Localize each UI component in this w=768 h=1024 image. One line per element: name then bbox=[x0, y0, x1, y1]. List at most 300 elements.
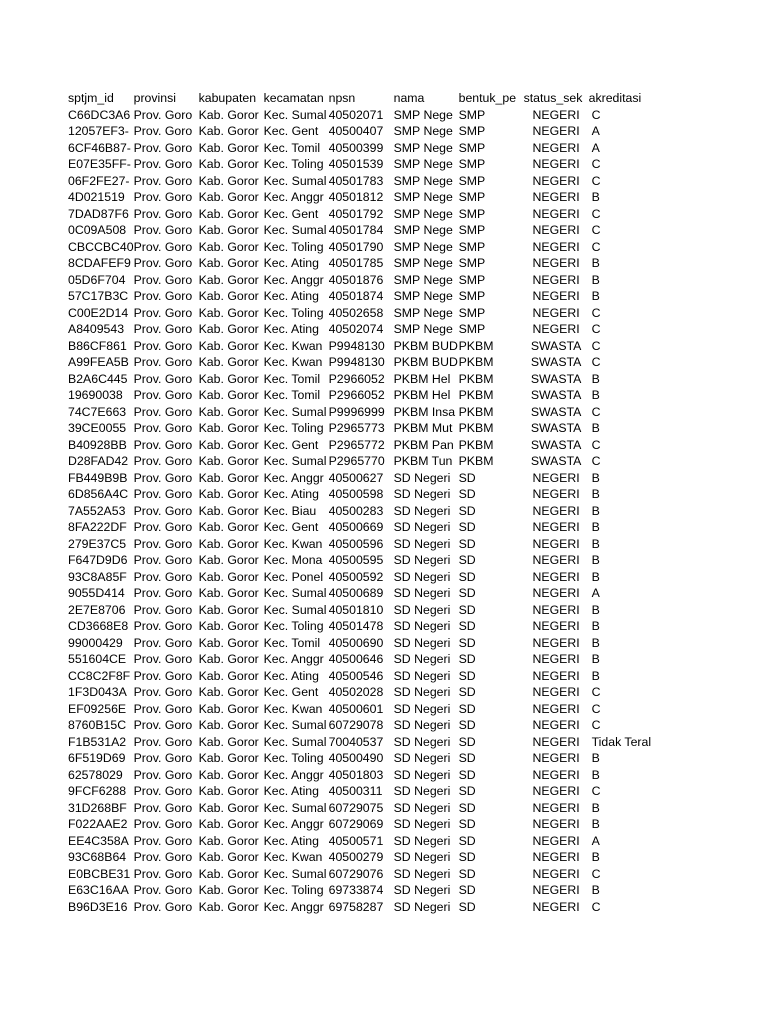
cell-kecamatan: Kec. Anggr bbox=[263, 767, 324, 782]
cell-akreditasi: C bbox=[591, 454, 601, 468]
table-row bbox=[68, 140, 657, 157]
cell-provinsi: Prov. Goro bbox=[133, 157, 193, 171]
cell-kabupaten: Kab. Goror bbox=[198, 206, 259, 221]
cell-akreditasi: B bbox=[591, 487, 600, 501]
column-header-kecamatan: kecamatan bbox=[263, 91, 324, 105]
cell-nama: SD Negeri bbox=[393, 850, 451, 864]
cell-status-sekolah: NEGERI bbox=[532, 190, 580, 204]
cell-sptjm-id: 74C7E663 bbox=[68, 404, 127, 419]
table-row bbox=[68, 569, 657, 586]
cell-kecamatan: Kec. Ating bbox=[263, 322, 319, 336]
table-row bbox=[68, 354, 657, 371]
cell-npsn: 40500596 bbox=[328, 536, 384, 551]
cell-npsn: 40500283 bbox=[328, 503, 384, 518]
table-row bbox=[68, 206, 657, 223]
cell-bentuk-pendidikan: SD bbox=[458, 569, 476, 584]
cell-status-sekolah: NEGERI bbox=[532, 800, 580, 815]
cell-provinsi: Prov. Goro bbox=[133, 718, 193, 732]
cell-provinsi: Prov. Goro bbox=[133, 107, 193, 122]
cell-bentuk-pendidikan: SMP bbox=[458, 256, 486, 270]
cell-sptjm-id: 93C68B64 bbox=[68, 850, 127, 864]
cell-kecamatan: Kec. Ating bbox=[263, 487, 319, 501]
cell-sptjm-id: 1F3D043A bbox=[68, 685, 127, 699]
cell-nama: SD Negeri bbox=[393, 833, 451, 848]
cell-akreditasi: A bbox=[591, 140, 600, 155]
cell-provinsi: Prov. Goro bbox=[133, 454, 193, 468]
table-row bbox=[68, 536, 657, 553]
cell-kecamatan: Kec. Ating bbox=[263, 668, 319, 683]
cell-npsn: 40500601 bbox=[328, 701, 384, 716]
cell-sptjm-id: F022AAE2 bbox=[68, 817, 128, 831]
cell-status-sekolah: NEGERI bbox=[532, 586, 580, 600]
cell-provinsi: Prov. Goro bbox=[133, 685, 193, 699]
cell-status-sekolah: NEGERI bbox=[532, 223, 580, 237]
cell-akreditasi: C bbox=[591, 685, 601, 699]
cell-status-sekolah: NEGERI bbox=[532, 652, 580, 666]
cell-status-sekolah: NEGERI bbox=[532, 289, 580, 303]
cell-kabupaten: Kab. Goror bbox=[198, 685, 259, 699]
table-row bbox=[68, 618, 657, 635]
cell-kecamatan: Kec. Kwan bbox=[263, 355, 323, 369]
cell-bentuk-pendidikan: SD bbox=[458, 470, 476, 485]
cell-nama: SD Negeri bbox=[393, 536, 451, 551]
cell-kabupaten: Kab. Goror bbox=[198, 305, 259, 320]
cell-provinsi: Prov. Goro bbox=[133, 866, 193, 881]
cell-kecamatan: Kec. Gent bbox=[263, 437, 319, 452]
cell-bentuk-pendidikan: SMP bbox=[458, 223, 486, 237]
cell-npsn: 40500598 bbox=[328, 487, 384, 501]
cell-provinsi: Prov. Goro bbox=[133, 817, 193, 831]
cell-bentuk-pendidikan: SMP bbox=[458, 239, 486, 254]
cell-status-sekolah: SWASTA bbox=[530, 437, 582, 452]
cell-sptjm-id: 9FCF6288 bbox=[68, 784, 127, 798]
cell-nama: SMP Nege bbox=[393, 107, 453, 122]
cell-kecamatan: Kec. Toling bbox=[263, 751, 324, 765]
cell-npsn: 40500690 bbox=[328, 635, 384, 650]
cell-nama: SMP Nege bbox=[393, 140, 453, 155]
table-row bbox=[68, 503, 657, 520]
table-row bbox=[68, 899, 657, 916]
cell-npsn: 69733874 bbox=[328, 883, 384, 897]
cell-sptjm-id: 551604CE bbox=[68, 652, 127, 666]
table-row bbox=[68, 371, 657, 388]
cell-akreditasi: C bbox=[591, 223, 601, 237]
cell-npsn: P9948130 bbox=[328, 338, 385, 353]
cell-nama: PKBM BUD bbox=[393, 355, 458, 369]
cell-nama: SMP Nege bbox=[393, 305, 453, 320]
cell-provinsi: Prov. Goro bbox=[133, 124, 193, 138]
cell-kabupaten: Kab. Goror bbox=[198, 157, 259, 171]
cell-akreditasi: C bbox=[591, 899, 601, 914]
cell-npsn: 40500627 bbox=[328, 470, 384, 485]
cell-kecamatan: Kec. Toling bbox=[263, 421, 324, 435]
table-row bbox=[68, 486, 657, 503]
cell-sptjm-id: CC8C2F8F bbox=[68, 668, 131, 683]
cell-kabupaten: Kab. Goror bbox=[198, 421, 259, 435]
cell-status-sekolah: NEGERI bbox=[532, 899, 580, 914]
cell-status-sekolah: NEGERI bbox=[532, 866, 580, 881]
table-row bbox=[68, 123, 657, 140]
cell-bentuk-pendidikan: SMP bbox=[458, 124, 486, 138]
cell-bentuk-pendidikan: SD bbox=[458, 833, 476, 848]
table-row bbox=[68, 338, 657, 355]
table-row bbox=[68, 882, 657, 899]
cell-nama: SD Negeri bbox=[393, 569, 451, 584]
cell-bentuk-pendidikan: SMP bbox=[458, 305, 486, 320]
cell-sptjm-id: 279E37C5 bbox=[68, 536, 127, 551]
cell-akreditasi: B bbox=[591, 289, 600, 303]
cell-npsn: 40501874 bbox=[328, 289, 384, 303]
cell-provinsi: Prov. Goro bbox=[133, 355, 193, 369]
cell-npsn: 40500571 bbox=[328, 833, 384, 848]
cell-sptjm-id: 39CE0055 bbox=[68, 421, 127, 435]
cell-akreditasi: A bbox=[591, 833, 600, 848]
cell-sptjm-id: D28FAD42 bbox=[68, 454, 129, 468]
cell-kabupaten: Kab. Goror bbox=[198, 470, 259, 485]
table-row bbox=[68, 173, 657, 190]
cell-akreditasi: B bbox=[591, 850, 600, 864]
cell-sptjm-id: EE4C358A bbox=[68, 833, 129, 848]
cell-provinsi: Prov. Goro bbox=[133, 404, 193, 419]
cell-provinsi: Prov. Goro bbox=[133, 619, 193, 633]
cell-bentuk-pendidikan: SD bbox=[458, 800, 476, 815]
cell-npsn: 40501812 bbox=[328, 190, 384, 204]
table-row bbox=[68, 767, 657, 784]
cell-sptjm-id: 12057EF3- bbox=[68, 124, 129, 138]
header-row bbox=[68, 90, 657, 107]
cell-npsn: 40501539 bbox=[328, 157, 384, 171]
cell-sptjm-id: E0BCBE31 bbox=[68, 866, 131, 881]
cell-kecamatan: Kec. Tomil bbox=[263, 388, 321, 402]
cell-nama: SD Negeri bbox=[393, 701, 451, 716]
table-row bbox=[68, 866, 657, 883]
cell-kabupaten: Kab. Goror bbox=[198, 635, 259, 650]
cell-provinsi: Prov. Goro bbox=[133, 767, 193, 782]
table-row bbox=[68, 602, 657, 619]
cell-bentuk-pendidikan: SD bbox=[458, 899, 476, 914]
cell-nama: SD Negeri bbox=[393, 767, 451, 782]
cell-npsn: 40502074 bbox=[328, 322, 384, 336]
cell-npsn: 40500490 bbox=[328, 751, 384, 765]
table-row bbox=[68, 635, 657, 652]
cell-kecamatan: Kec. Sumal bbox=[263, 223, 327, 237]
cell-bentuk-pendidikan: SD bbox=[458, 536, 476, 551]
cell-akreditasi: B bbox=[591, 256, 600, 270]
cell-status-sekolah: NEGERI bbox=[532, 272, 580, 287]
cell-nama: SD Negeri bbox=[393, 586, 451, 600]
cell-provinsi: Prov. Goro bbox=[133, 503, 193, 518]
cell-provinsi: Prov. Goro bbox=[133, 223, 193, 237]
cell-status-sekolah: NEGERI bbox=[532, 322, 580, 336]
cell-nama: SD Negeri bbox=[393, 635, 451, 650]
cell-sptjm-id: F1B531A2 bbox=[68, 734, 127, 749]
cell-nama: PKBM Pan bbox=[393, 437, 454, 452]
table-row bbox=[68, 750, 657, 767]
cell-kecamatan: Kec. Toling bbox=[263, 157, 324, 171]
cell-sptjm-id: B40928BB bbox=[68, 437, 127, 452]
cell-nama: SD Negeri bbox=[393, 652, 451, 666]
cell-provinsi: Prov. Goro bbox=[133, 206, 193, 221]
cell-bentuk-pendidikan: SD bbox=[458, 784, 476, 798]
table-row bbox=[68, 255, 657, 272]
cell-kabupaten: Kab. Goror bbox=[198, 767, 259, 782]
cell-sptjm-id: 31D268BF bbox=[68, 800, 127, 815]
cell-kabupaten: Kab. Goror bbox=[198, 388, 259, 402]
cell-sptjm-id: 8CDAFEF9 bbox=[68, 256, 131, 270]
cell-npsn: 40500311 bbox=[328, 784, 383, 798]
cell-provinsi: Prov. Goro bbox=[133, 553, 193, 567]
table-row bbox=[68, 816, 657, 833]
table-row bbox=[68, 288, 657, 305]
cell-nama: SD Negeri bbox=[393, 866, 451, 881]
cell-akreditasi: A bbox=[591, 586, 600, 600]
cell-status-sekolah: NEGERI bbox=[532, 470, 580, 485]
cell-nama: SD Negeri bbox=[393, 784, 451, 798]
cell-sptjm-id: B86CF861 bbox=[68, 338, 127, 353]
cell-akreditasi: C bbox=[591, 206, 601, 221]
table-row bbox=[68, 783, 657, 800]
cell-kecamatan: Kec. Sumal bbox=[263, 586, 327, 600]
table-row bbox=[68, 519, 657, 536]
cell-akreditasi: B bbox=[591, 817, 600, 831]
cell-kabupaten: Kab. Goror bbox=[198, 899, 259, 914]
cell-status-sekolah: SWASTA bbox=[530, 404, 582, 419]
cell-npsn: P2965772 bbox=[328, 437, 385, 452]
cell-nama: PKBM BUD bbox=[393, 338, 458, 353]
cell-provinsi: Prov. Goro bbox=[133, 883, 193, 897]
cell-sptjm-id: 6F519D69 bbox=[68, 751, 126, 765]
cell-bentuk-pendidikan: SD bbox=[458, 767, 476, 782]
cell-kabupaten: Kab. Goror bbox=[198, 107, 259, 122]
cell-kecamatan: Kec. Sumal bbox=[263, 404, 327, 419]
cell-sptjm-id: F647D9D6 bbox=[68, 553, 128, 567]
cell-nama: SD Negeri bbox=[393, 520, 451, 534]
cell-bentuk-pendidikan: SMP bbox=[458, 272, 486, 287]
cell-nama: SD Negeri bbox=[393, 734, 451, 749]
cell-provinsi: Prov. Goro bbox=[133, 701, 193, 716]
cell-bentuk-pendidikan: PKBM bbox=[458, 404, 494, 419]
cell-sptjm-id: A8409543 bbox=[68, 322, 125, 336]
cell-nama: SD Negeri bbox=[393, 800, 451, 815]
cell-provinsi: Prov. Goro bbox=[133, 520, 193, 534]
cell-bentuk-pendidikan: SD bbox=[458, 635, 476, 650]
cell-npsn: 60729075 bbox=[328, 800, 384, 815]
cell-status-sekolah: SWASTA bbox=[530, 338, 582, 353]
cell-sptjm-id: E63C16AA bbox=[68, 883, 129, 897]
cell-kecamatan: Kec. Gent bbox=[263, 206, 319, 221]
cell-kecamatan: Kec. Toling bbox=[263, 883, 324, 897]
cell-status-sekolah: SWASTA bbox=[530, 371, 582, 386]
cell-akreditasi: C bbox=[591, 157, 601, 171]
cell-akreditasi: B bbox=[591, 503, 600, 518]
cell-nama: SD Negeri bbox=[393, 817, 451, 831]
cell-provinsi: Prov. Goro bbox=[133, 487, 193, 501]
cell-kecamatan: Kec. Kwan bbox=[263, 536, 323, 551]
column-header-status-sekolah: status_sek bbox=[523, 91, 583, 105]
cell-bentuk-pendidikan: SD bbox=[458, 734, 476, 749]
cell-kecamatan: Kec. Biau bbox=[263, 503, 317, 518]
cell-akreditasi: B bbox=[591, 470, 600, 485]
cell-nama: SD Negeri bbox=[393, 751, 451, 765]
cell-sptjm-id: 57C17B3C bbox=[68, 289, 129, 303]
cell-kecamatan: Kec. Gent bbox=[263, 520, 319, 534]
cell-akreditasi: C bbox=[591, 866, 601, 881]
cell-kabupaten: Kab. Goror bbox=[198, 140, 259, 155]
cell-nama: SMP Nege bbox=[393, 223, 453, 237]
cell-nama: SMP Nege bbox=[393, 190, 453, 204]
table-row bbox=[68, 701, 657, 718]
cell-nama: SMP Nege bbox=[393, 322, 453, 336]
cell-status-sekolah: SWASTA bbox=[530, 421, 582, 435]
cell-provinsi: Prov. Goro bbox=[133, 239, 193, 254]
cell-sptjm-id: 62578029 bbox=[68, 767, 123, 782]
cell-sptjm-id: 9055D414 bbox=[68, 586, 125, 600]
cell-kecamatan: Kec. Anggr bbox=[263, 899, 324, 914]
cell-sptjm-id: A99FEA5B bbox=[68, 355, 129, 369]
cell-status-sekolah: SWASTA bbox=[530, 388, 582, 402]
table-body bbox=[68, 107, 657, 916]
cell-nama: SMP Nege bbox=[393, 173, 453, 188]
cell-sptjm-id: CBCCBC40 bbox=[68, 239, 134, 254]
table-row bbox=[68, 321, 657, 338]
cell-kabupaten: Kab. Goror bbox=[198, 553, 259, 567]
cell-bentuk-pendidikan: SMP bbox=[458, 322, 486, 336]
cell-status-sekolah: NEGERI bbox=[532, 784, 580, 798]
cell-provinsi: Prov. Goro bbox=[133, 190, 193, 204]
cell-npsn: 40501478 bbox=[328, 619, 384, 633]
cell-kabupaten: Kab. Goror bbox=[198, 751, 259, 765]
cell-akreditasi: B bbox=[591, 652, 600, 666]
cell-kabupaten: Kab. Goror bbox=[198, 239, 259, 254]
column-header-kabupaten: kabupaten bbox=[198, 91, 257, 105]
table-row bbox=[68, 800, 657, 817]
column-header-nama: nama bbox=[393, 91, 425, 105]
cell-status-sekolah: NEGERI bbox=[532, 850, 580, 864]
cell-kabupaten: Kab. Goror bbox=[198, 569, 259, 584]
cell-npsn: 70040537 bbox=[328, 734, 384, 749]
cell-provinsi: Prov. Goro bbox=[133, 751, 193, 765]
cell-provinsi: Prov. Goro bbox=[133, 536, 193, 551]
cell-akreditasi: C bbox=[591, 239, 601, 254]
cell-bentuk-pendidikan: SD bbox=[458, 652, 476, 666]
table-row bbox=[68, 717, 657, 734]
cell-kabupaten: Kab. Goror bbox=[198, 487, 259, 501]
cell-sptjm-id: E07E35FF- bbox=[68, 157, 131, 171]
cell-kabupaten: Kab. Goror bbox=[198, 701, 259, 716]
cell-status-sekolah: SWASTA bbox=[530, 454, 582, 468]
cell-provinsi: Prov. Goro bbox=[133, 272, 193, 287]
cell-akreditasi: B bbox=[591, 602, 600, 617]
cell-npsn: 40500592 bbox=[328, 569, 384, 584]
cell-sptjm-id: CD3668E8 bbox=[68, 619, 129, 633]
cell-kabupaten: Kab. Goror bbox=[198, 223, 259, 237]
cell-bentuk-pendidikan: SD bbox=[458, 619, 476, 633]
cell-kecamatan: Kec. Mona bbox=[263, 553, 323, 567]
cell-kecamatan: Kec. Sumal bbox=[263, 734, 327, 749]
cell-nama: SMP Nege bbox=[393, 256, 453, 270]
cell-sptjm-id: C66DC3A6 bbox=[68, 107, 131, 122]
cell-provinsi: Prov. Goro bbox=[133, 668, 193, 683]
cell-akreditasi: Tidak Teral bbox=[591, 734, 652, 749]
cell-npsn: 40500546 bbox=[328, 668, 384, 683]
cell-bentuk-pendidikan: SMP bbox=[458, 173, 486, 188]
cell-npsn: P9948130 bbox=[328, 355, 385, 369]
cell-bentuk-pendidikan: SMP bbox=[458, 190, 486, 204]
cell-sptjm-id: 06F2FE27- bbox=[68, 173, 130, 188]
cell-sptjm-id: B2A6C445 bbox=[68, 371, 128, 386]
cell-status-sekolah: NEGERI bbox=[532, 734, 580, 749]
cell-kabupaten: Kab. Goror bbox=[198, 322, 259, 336]
cell-status-sekolah: NEGERI bbox=[532, 124, 580, 138]
cell-status-sekolah: NEGERI bbox=[532, 833, 580, 848]
cell-bentuk-pendidikan: SD bbox=[458, 817, 476, 831]
cell-kecamatan: Kec. Anggr bbox=[263, 817, 324, 831]
cell-kabupaten: Kab. Goror bbox=[198, 338, 259, 353]
cell-npsn: P2965773 bbox=[328, 421, 385, 435]
cell-provinsi: Prov. Goro bbox=[133, 800, 193, 815]
cell-status-sekolah: NEGERI bbox=[532, 817, 580, 831]
cell-status-sekolah: NEGERI bbox=[532, 619, 580, 633]
cell-status-sekolah: NEGERI bbox=[532, 520, 580, 534]
cell-kecamatan: Kec. Sumal bbox=[263, 173, 327, 188]
cell-provinsi: Prov. Goro bbox=[133, 322, 193, 336]
cell-npsn: 69758287 bbox=[328, 899, 384, 914]
cell-kabupaten: Kab. Goror bbox=[198, 272, 259, 287]
cell-npsn: 40501810 bbox=[328, 602, 384, 617]
cell-nama: SD Negeri bbox=[393, 718, 451, 732]
cell-kecamatan: Kec. Anggr bbox=[263, 190, 324, 204]
cell-sptjm-id: 2E7E8706 bbox=[68, 602, 126, 617]
cell-bentuk-pendidikan: PKBM bbox=[458, 338, 494, 353]
cell-kabupaten: Kab. Goror bbox=[198, 586, 259, 600]
cell-npsn: 40500646 bbox=[328, 652, 384, 666]
cell-sptjm-id: 93C8A85F bbox=[68, 569, 127, 584]
cell-status-sekolah: NEGERI bbox=[532, 157, 580, 171]
cell-status-sekolah: NEGERI bbox=[532, 883, 580, 897]
table-row bbox=[68, 222, 657, 239]
cell-akreditasi: B bbox=[591, 421, 600, 435]
cell-akreditasi: C bbox=[591, 404, 601, 419]
cell-akreditasi: B bbox=[591, 553, 600, 567]
cell-kecamatan: Kec. Toling bbox=[263, 239, 324, 254]
cell-bentuk-pendidikan: PKBM bbox=[458, 355, 494, 369]
table-row bbox=[68, 651, 657, 668]
table-row bbox=[68, 107, 657, 124]
cell-bentuk-pendidikan: SD bbox=[458, 718, 476, 732]
cell-sptjm-id: 05D6F704 bbox=[68, 272, 126, 287]
table-row bbox=[68, 239, 657, 256]
cell-kecamatan: Kec. Sumal bbox=[263, 602, 327, 617]
cell-npsn: P9996999 bbox=[328, 404, 385, 419]
cell-kecamatan: Kec. Kwan bbox=[263, 850, 323, 864]
cell-provinsi: Prov. Goro bbox=[133, 635, 193, 650]
cell-kabupaten: Kab. Goror bbox=[198, 536, 259, 551]
cell-nama: SD Negeri bbox=[393, 899, 451, 914]
cell-bentuk-pendidikan: SD bbox=[458, 602, 476, 617]
cell-kabupaten: Kab. Goror bbox=[198, 652, 259, 666]
cell-nama: SD Negeri bbox=[393, 553, 451, 567]
cell-kabupaten: Kab. Goror bbox=[198, 503, 259, 518]
cell-npsn: P2966052 bbox=[328, 388, 385, 402]
cell-status-sekolah: NEGERI bbox=[532, 668, 580, 683]
cell-akreditasi: B bbox=[591, 751, 600, 765]
cell-status-sekolah: NEGERI bbox=[532, 536, 580, 551]
cell-kabupaten: Kab. Goror bbox=[198, 619, 259, 633]
cell-akreditasi: B bbox=[591, 272, 600, 287]
cell-nama: PKBM Insa bbox=[393, 404, 456, 419]
table-row bbox=[68, 189, 657, 206]
cell-npsn: P2965770 bbox=[328, 454, 385, 468]
